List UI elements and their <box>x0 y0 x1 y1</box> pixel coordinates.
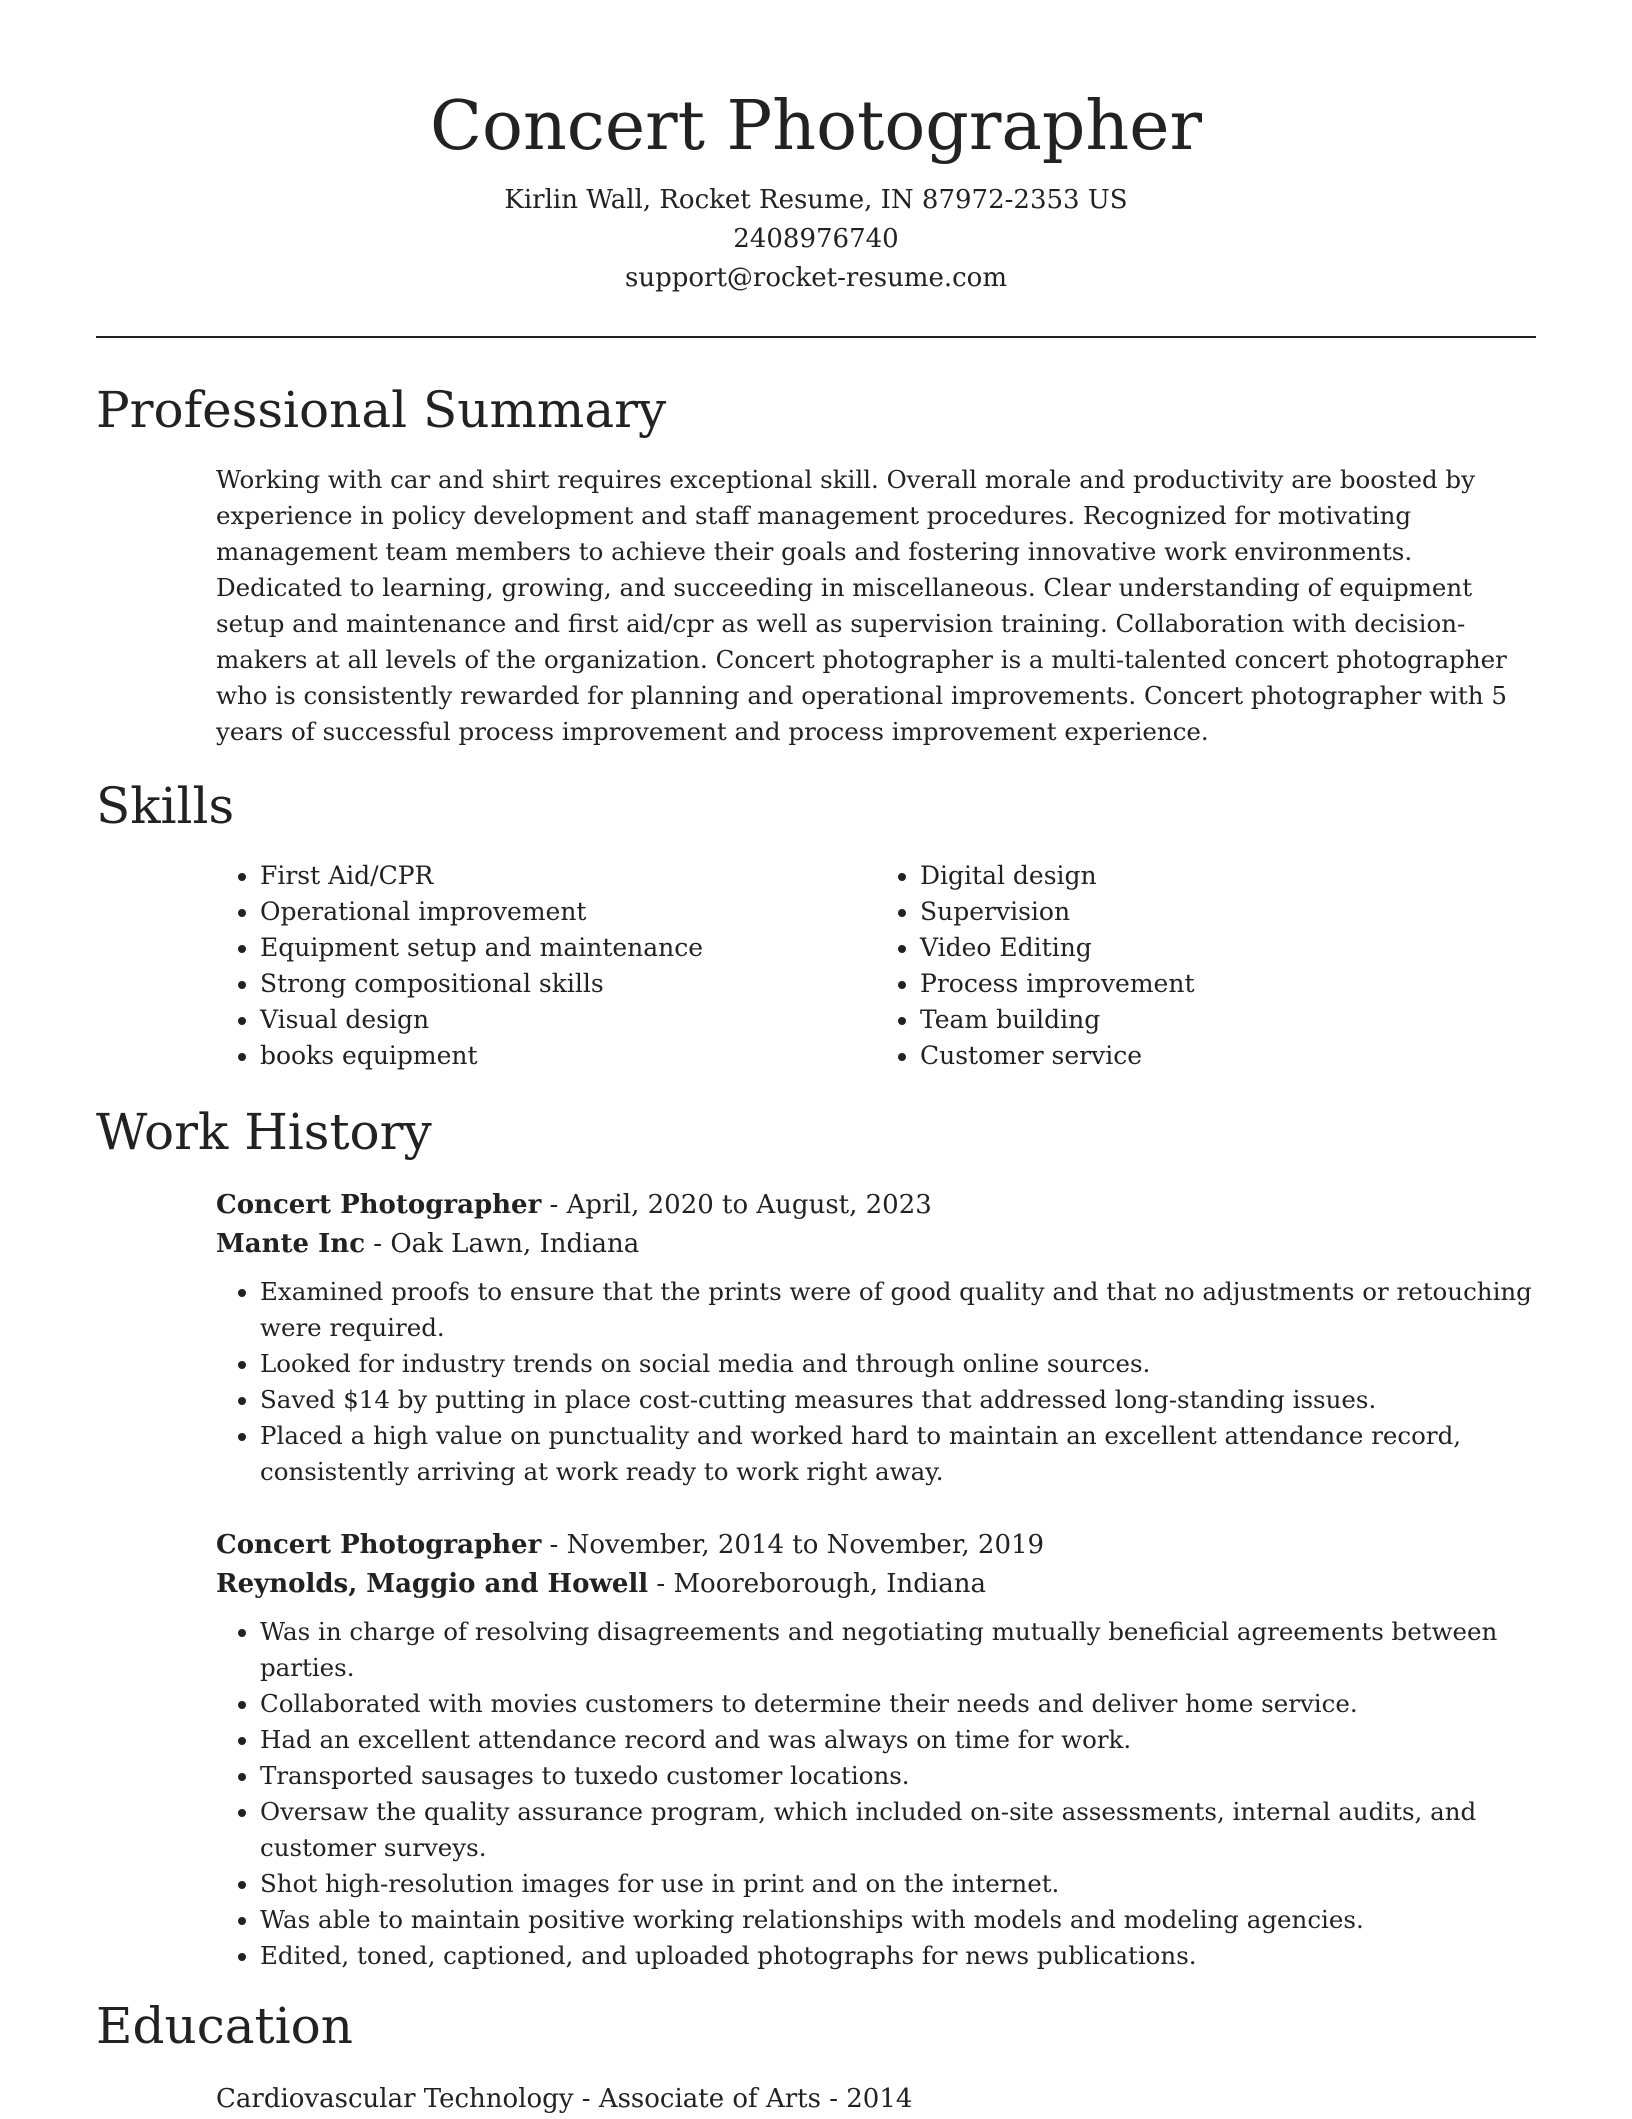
skills-list-left <box>216 858 876 1074</box>
resume-page <box>96 0 1536 2119</box>
work-history-heading: Work History <box>96 1103 432 1161</box>
contact-block <box>96 181 1536 298</box>
job-duty: • Oversaw the quality assurance program, which included on-site assessments, internal audits, and customer surveys. <box>260 1794 1536 1866</box>
job-duty: • Saved $14 by putting in place cost-cutting measures that addressed long-standing issues. <box>260 1382 1536 1418</box>
education-heading: Education <box>96 1997 353 2055</box>
job-duty: • Transported sausages to tuxedo customer locations. <box>260 1758 1536 1794</box>
skill-item: • Digital design <box>920 858 1536 894</box>
job-entry <box>216 1526 1536 1974</box>
header-divider <box>96 336 1536 338</box>
job-duty: • Had an excellent attendance record and was always on time for work. <box>260 1722 1536 1758</box>
job-duty: • Looked for industry trends on social media and through online sources. <box>260 1346 1536 1382</box>
skill-item: • Equipment setup and maintenance <box>260 930 876 966</box>
job-duty: • Examined proofs to ensure that the prints were of good quality and that no adjustments or retouching were required. <box>260 1274 1536 1346</box>
education-entry: Cardiovascular Technology - Associate of Arts - 2014 <box>216 2084 913 2114</box>
job-duty: • Was able to maintain positive working relationships with models and modeling agencies. <box>260 1902 1536 1938</box>
contact-email: support@rocket-resume.com <box>624 263 1007 293</box>
job-duties-list <box>216 1614 1536 1974</box>
education-section <box>96 1994 1536 2119</box>
skill-item: • books equipment <box>260 1038 876 1074</box>
job-location: - Mooreborough, Indiana <box>648 1569 986 1599</box>
job-duties-list <box>216 1274 1536 1490</box>
job-dates: - November, 2014 to November, 2019 <box>541 1530 1045 1560</box>
resume-header <box>96 0 1536 298</box>
resume-title: Concert Photographer <box>430 87 1202 166</box>
work-history-section <box>96 1100 1536 1974</box>
job-entry <box>216 1186 1536 1490</box>
job-title: Concert Photographer <box>216 1530 542 1560</box>
skill-item: • Team building <box>920 1002 1536 1038</box>
job-company: Reynolds, Maggio and Howell <box>216 1569 649 1599</box>
skill-item: • First Aid/CPR <box>260 858 876 894</box>
job-duty: • Placed a high value on punctuality and worked hard to maintain an excellent attendance record, consistently arriving at work ready to work right away. <box>260 1418 1536 1490</box>
skills-list-right <box>876 858 1536 1074</box>
skill-item: • Visual design <box>260 1002 876 1038</box>
job-title-line <box>216 1526 1536 1565</box>
job-company-line <box>216 1225 1536 1264</box>
skill-item: • Strong compositional skills <box>260 966 876 1002</box>
job-title: Concert Photographer <box>216 1190 542 1220</box>
skills-columns <box>216 858 1536 1074</box>
skills-section <box>96 774 1536 1074</box>
skill-item: • Customer service <box>920 1038 1536 1074</box>
job-dates: - April, 2020 to August, 2023 <box>541 1190 932 1220</box>
job-company: Mante Inc <box>216 1229 366 1259</box>
summary-section <box>96 378 1536 750</box>
summary-text: Working with car and shirt requires exceptional skill. Overall morale and productivity are boosted by experience in policy development and staff management procedures. Recognized for motivating management team members to achieve their goals and fostering innovative work environments. Dedicated to learning, growing, and succeeding in miscellaneous. Clear understanding of equipment setup and maintenance and first aid/cpr as well as supervision training. Collaboration with decision-makers at all levels of the organization. Concert photographer is a multi-talented concert photographer who is consistently rewarded for planning and operational improvements. Concert photographer with 5 years of successful process improvement and process improvement experience. <box>216 465 1507 746</box>
job-title-line <box>216 1186 1536 1225</box>
job-duty: • Collaborated with movies customers to determine their needs and deliver home service. <box>260 1686 1536 1722</box>
job-company-line <box>216 1565 1536 1604</box>
skill-item: • Video Editing <box>920 930 1536 966</box>
job-location: - Oak Lawn, Indiana <box>365 1229 640 1259</box>
skill-item: • Operational improvement <box>260 894 876 930</box>
job-duty: • Was in charge of resolving disagreements and negotiating mutually beneficial agreements between parties. <box>260 1614 1536 1686</box>
job-duty: • Edited, toned, captioned, and uploaded photographs for news publications. <box>260 1938 1536 1974</box>
contact-address: Kirlin Wall, Rocket Resume, IN 87972-2353 US <box>504 185 1128 215</box>
skills-heading: Skills <box>96 777 235 835</box>
skill-item: • Supervision <box>920 894 1536 930</box>
skill-item: • Process improvement <box>920 966 1536 1002</box>
summary-heading: Professional Summary <box>96 381 667 439</box>
job-duty: • Shot high-resolution images for use in print and on the internet. <box>260 1866 1536 1902</box>
contact-phone: 2408976740 <box>733 224 899 254</box>
